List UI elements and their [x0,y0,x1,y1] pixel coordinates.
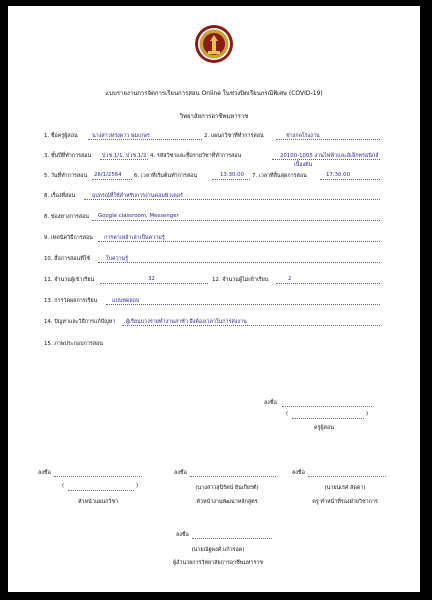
teacher-close-paren: ) [366,411,369,417]
teacher-open-paren: ( [286,411,289,417]
academic-sign-label: ลงชื่อ [292,470,305,476]
technique-value: การหาเหล้าเล่าเป็นความรู้ [104,235,165,241]
media-value: ใบความรู้ [106,256,129,262]
problems-value: ผู้เรียนบางรายทำงานล่าช้า จึงต้องเวลาในการส่งงาน [126,319,247,325]
department-label: 2. แผนกวิชาที่ทำการสอน [204,133,264,139]
teach-date-value: 26/1/2564 [94,172,122,178]
document-page [8,6,420,592]
director-role: ผู้อำนวยการวิทยาลัยการอาชีพมหาราช [172,560,264,566]
technique-label: 9. เทคนิควิธีการสอน [44,235,93,241]
media-label: 10. สื่อการสอนที่ใช้ [44,256,91,262]
curriculum-head-role: หัวหน้างานพัฒนาหลักสูตร [196,499,258,505]
director-name: (นายณัฐพงศ์ แก้วรอด) [191,547,245,553]
channel-value: Google classroom, Messenger [98,213,179,219]
attendees-value: 32 [148,276,155,282]
class-level-value: ปวช.1/1, ปวช.1/2 [102,153,147,159]
subject-value: 20100-1005 งานไฟฟ้าและอิเล็กทรอนิกส์ [280,153,379,159]
channel-label: 8. ช่องทางการสอน [44,214,89,220]
evaluation-label: 13. การวัดผลการเรียน [44,298,98,304]
teacher-name-label: 1. ชื่อครูผู้สอน [44,133,78,139]
head-dept-close-paren: ) [136,483,139,489]
evaluation-value: แบบทดสอบ [112,298,140,304]
end-time-value: 17.30.00 [326,172,351,178]
director-sign-label: ลงชื่อ [176,532,189,538]
topic-label: 8. เรื่องที่สอน [44,193,76,199]
head-dept-open-paren: ( [62,483,65,489]
end-time-label: 7. เวลาที่สิ้นสุดการสอน [252,173,307,179]
head-dept-role: หัวหน้าแผนกวิชา [78,499,119,505]
absentees-label: 12. จำนวนผู้ไม่เข้าเรียน [212,277,269,283]
teach-date-label: 5. วันที่ทำการสอน [44,173,88,179]
photos-label: 15. ภาพประกอบการสอน [44,341,103,347]
document-title: แบบรายงานการจัดการเรียนการสอน Online ในช่วงปิดเรียนกรณีพิเศษ (COVID-19) [105,90,323,97]
problems-label: 14. ปัญหาและวิธีการแก้ปัญหา [44,319,116,325]
teacher-role: ครูผู้สอน [314,425,334,431]
absentees-value: 2 [288,276,292,282]
subject-label: 4. รหัสวิชาและชื่อรายวิชาที่ทำการสอน [150,153,242,159]
subject-value-cont: เบื้องต้น [294,162,313,168]
academic-head-name: (นายนเรศ ลัดดา) [324,485,366,491]
topic-value: อุปกรณ์ที่ใช้สำหรับการงานคอมพิวเตอร์ [92,193,183,199]
academic-head-role: ครู ทำหน้าที่รองฝ่ายวิชาการ [312,499,378,505]
department-value: ช่างกลโรงงาน [286,133,320,139]
teacher-name-value: นางสาวทรงดาว พุ่มเกษร [92,133,150,139]
curriculum-sign-label: ลงชื่อ [174,470,187,476]
attendees-label: 11. จำนวนผู้เข้าเรียน [44,277,95,283]
college-seal-icon [194,24,234,64]
college-name: วิทยาลัยการอาชีพมหาราช [179,113,249,120]
class-level-label: 3. ชั้นปีที่ทำการสอน [44,153,92,159]
start-time-value: 13.30.00 [220,172,245,178]
curriculum-head-name: (นางสาวสุนีรัตน์ ยินเกียรติ) [195,485,259,491]
start-time-label: 6. เวลาที่เริ่มต้นทำการสอน [134,173,198,179]
teacher-sign-label: ลงชื่อ [264,400,277,406]
head-dept-sign-label: ลงชื่อ [38,470,51,476]
